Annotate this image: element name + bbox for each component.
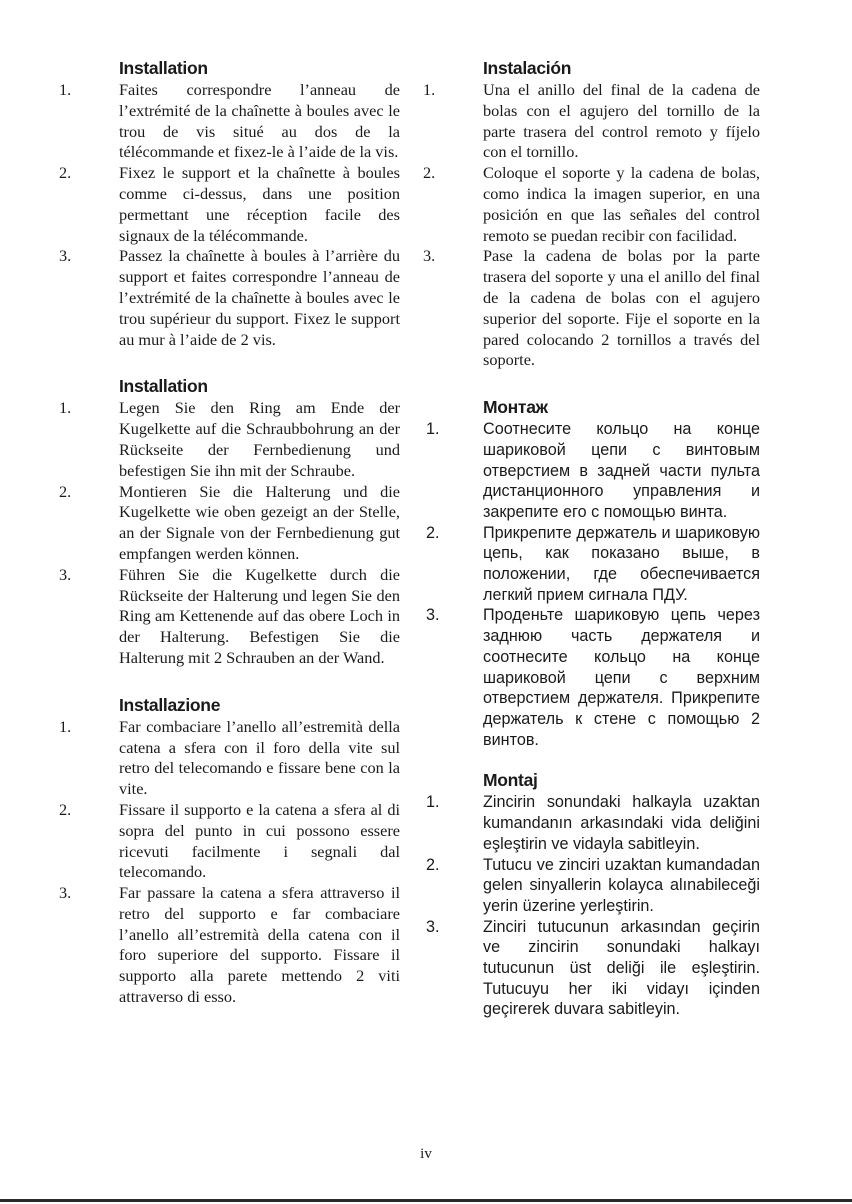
list-item [56,717,400,800]
list-item [56,80,400,163]
item-text: Führen Sie die Kugelkette durch die Rückseite der Halterung und legen Sie den Ring am Kettenende auf das obere Loch in der Halterung. Befestigen Sie die Halterung mit 2 Schrauben an der Wand. [119,564,400,667]
item-text: Faites correspondre l’anneau de l’extrémité de la chaînette à boules avec le trou de vis situé au dos de la télécommande et fixez-le à l’aide de la vis. [119,80,400,162]
item-text: Passez la chaînette à boules à l’arrière du support et faites correspondre l’anneau de l’extrémité de la chaînette à boules avec le trou supérieur du support. Fixez le support au mur à l’aide de 2 vis. [119,246,400,349]
section-french [56,56,400,350]
section-heading: Installation [119,376,208,397]
item-text: Tutucu ve zinciri uzaktan kumandadan gelen sinyallerin kolayca alınabileceği yerin üzerine yerleştirin. [483,855,760,915]
item-number: 2. [423,163,436,183]
item-number: 3. [59,564,72,584]
list-item [420,246,760,371]
list-item [420,855,760,917]
list-item [56,482,400,565]
item-number: 1. [423,80,436,99]
section-heading: Монтаж [483,397,548,418]
list-item [420,523,760,606]
section-russian [420,395,760,750]
list-item [56,565,400,669]
item-text: Zinciri tutucunun arkasından geçirin ve zincirin sonundaki halkayı tutucunun üst deliği ile eşleştirin. Tutucuyu her iki vidayı içinden geçirerek duvara sabitleyin. [483,917,760,1019]
item-number: 3. [59,883,72,903]
item-text: Проденьте шариковую цепь через заднюю часть держателя и соотнесите кольцо на конце шариковой цепи с верхним отверстием держателя. Прикрепите держатель к стене с помощью 2 винтов. [483,606,760,749]
item-text: Соотнесите кольцо на конце шариковой цепи с винтовым отверстием в задней части пульта дистанционного управления и закрепите его с помощью винта. [483,420,760,521]
section-heading: Montaj [483,770,538,791]
item-number: 1. [426,420,440,439]
item-text: Fissare il supporto e la catena a sfera al di sopra del punto in cui possono essere ricevuti facilmente i segnali dal telecomando. [119,799,400,882]
section-german [56,374,400,668]
list-item [420,605,760,750]
list-item [56,246,400,350]
item-text: Fixez le support et la chaînette à boules comme ci-dessus, dans une position permettant une réception facile des signaux de la télécommande. [119,163,400,245]
list-item [56,398,400,481]
left-column [56,56,400,1032]
list-item [420,419,760,523]
item-text: Montieren Sie die Halterung und die Kugelkette wie oben gezeigt an der Stelle, an der Signale von der Fernbedienung gut empfangen werden können. [119,481,400,563]
item-text: Legen Sie den Ring am Ende der Kugelkette auf die Schraubbohrung an der Rückseite der Fernbedienung und befestigen Sie ihn mit der Schraube. [119,398,400,480]
item-text: Coloque el soporte y la cadena de bolas, como indica la imagen superior, en una posición en que las señales del control remoto se puedan recibir con facilidad. [483,163,760,245]
item-number: 3. [426,917,440,936]
section-heading: Installazione [119,694,221,715]
list-item [420,792,760,854]
list-item [56,800,400,883]
bottom-rule [0,1199,852,1202]
item-number: 2. [59,163,72,183]
list-item [56,163,400,246]
item-number: 2. [426,523,440,542]
item-number: 3. [426,606,440,625]
item-number: 2. [426,855,440,874]
item-text: Прикрепите держатель и шариковую цепь, как показано выше, в положении, где обеспечивается легкий прием сигнала ПДУ. [483,523,760,604]
section-heading: Installation [119,58,208,78]
item-text: Zincirin sonundaki halkayla uzaktan kumandanın arkasındaki vida deliğini eşleştirin ve vidayla sabitleyin. [483,793,760,853]
right-column [420,56,760,1044]
item-number: 1. [426,793,440,812]
section-spanish [420,56,760,371]
item-number: 3. [423,246,436,266]
item-text: Una el anillo del final de la cadena de bolas con el agujero del tornillo de la parte trasera del control remoto y fíjelo con el tornillo. [483,80,760,162]
item-number: 1. [59,398,72,418]
section-heading: Instalación [483,58,572,78]
list-item [420,80,760,163]
item-number: 2. [59,799,72,819]
list-item [420,917,760,1021]
item-number: 3. [59,246,72,266]
item-text: Far combaciare l’anello all’estremità della catena a sfera con il foro della vite sul retro del telecomando e fissare bene con la vite. [119,716,400,799]
item-number: 1. [59,80,72,99]
section-italian [56,693,400,1008]
item-number: 1. [59,716,72,736]
list-item [56,883,400,1008]
item-number: 2. [59,481,72,501]
item-text: Far passare la catena a sfera attraverso il retro del supporto e far combaciare l’anello all’estremità della catena con il foro superiore del supporto. Fissare il supporto alla parete mettendo 2 viti attraverso di esso. [119,883,400,1007]
item-text: Pase la cadena de bolas por la parte trasera del soporte y una el anillo del final de la cadena de bolas con el agujero superior del soporte. Fije el soporte en la pared colocando 2 tornillos a través del soporte. [483,246,760,370]
page-number: iv [420,1146,432,1162]
section-turkish [420,768,760,1020]
list-item [420,163,760,246]
